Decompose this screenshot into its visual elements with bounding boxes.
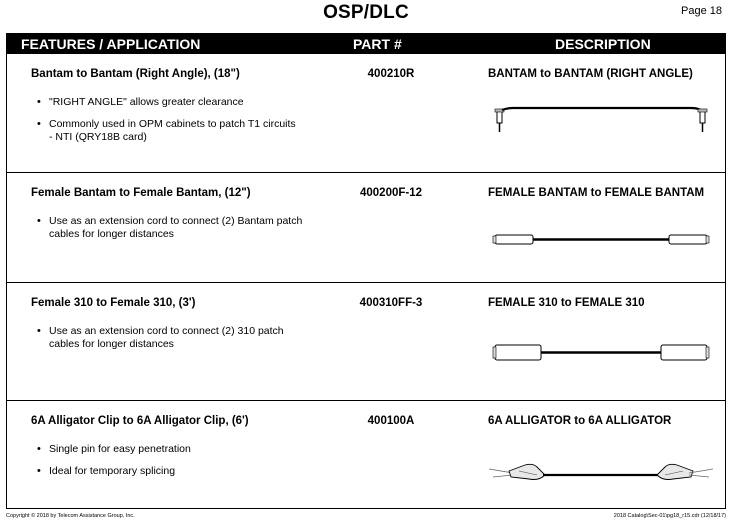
product-row bbox=[7, 282, 725, 400]
header-part: PART # bbox=[353, 36, 402, 52]
table-header bbox=[7, 34, 725, 54]
product-row bbox=[7, 172, 725, 282]
product-description: FEMALE 310 to FEMALE 310 bbox=[488, 297, 645, 309]
alligator-clip-cable-icon bbox=[485, 457, 717, 491]
product-title: Bantam to Bantam (Right Angle), (18") bbox=[31, 68, 240, 80]
feature-list bbox=[35, 96, 297, 153]
feature-item: • Single pin for easy penetration bbox=[35, 443, 191, 456]
product-part-number: 400210R bbox=[367, 68, 415, 80]
feature-item: • "RIGHT ANGLE" allows greater clearance bbox=[35, 96, 297, 109]
product-title: Female 310 to Female 310, (3') bbox=[31, 297, 196, 309]
feature-item: • Ideal for temporary splicing bbox=[35, 465, 191, 478]
page-number: Page 18 bbox=[681, 5, 722, 17]
page-title: OSP/DLC bbox=[323, 2, 409, 23]
right-angle-bantam-cable-icon bbox=[485, 102, 717, 136]
footer-file-reference: 2018 Catalog\Sec-01\pg18_r15.cdr (12/18/17) bbox=[613, 513, 726, 519]
feature-item: • Use as an extension cord to connect (2) 310 patch cables for longer distances bbox=[35, 325, 303, 351]
header-features: FEATURES / APPLICATION bbox=[21, 36, 201, 52]
feature-item: • Use as an extension cord to connect (2) Bantam patch cables for longer distances bbox=[35, 215, 303, 241]
product-row bbox=[7, 400, 725, 510]
product-description: 6A ALLIGATOR to 6A ALLIGATOR bbox=[488, 415, 672, 427]
product-description: FEMALE BANTAM to FEMALE BANTAM bbox=[488, 187, 705, 199]
feature-list bbox=[35, 215, 303, 250]
feature-list bbox=[35, 325, 303, 360]
feature-list bbox=[35, 443, 191, 487]
product-description: BANTAM to BANTAM (RIGHT ANGLE) bbox=[488, 68, 693, 80]
product-title: 6A Alligator Clip to 6A Alligator Clip, (6') bbox=[31, 415, 249, 427]
product-part-number: 400200F-12 bbox=[359, 187, 423, 199]
product-title: Female Bantam to Female Bantam, (12") bbox=[31, 187, 251, 199]
catalog-table bbox=[6, 33, 726, 509]
product-part-number: 400100A bbox=[367, 415, 415, 427]
female-bantam-cable-icon bbox=[485, 223, 717, 257]
feature-item: • Commonly used in OPM cabinets to patch T1 circuits - NTI (QRY18B card) bbox=[35, 118, 297, 144]
header-description: DESCRIPTION bbox=[555, 36, 651, 52]
footer-copyright: Copyright © 2018 by Telecom Assistance Group, Inc. bbox=[6, 513, 135, 519]
product-row bbox=[7, 54, 725, 172]
female-310-cable-icon bbox=[485, 337, 717, 371]
product-part-number: 400310FF-3 bbox=[359, 297, 423, 309]
